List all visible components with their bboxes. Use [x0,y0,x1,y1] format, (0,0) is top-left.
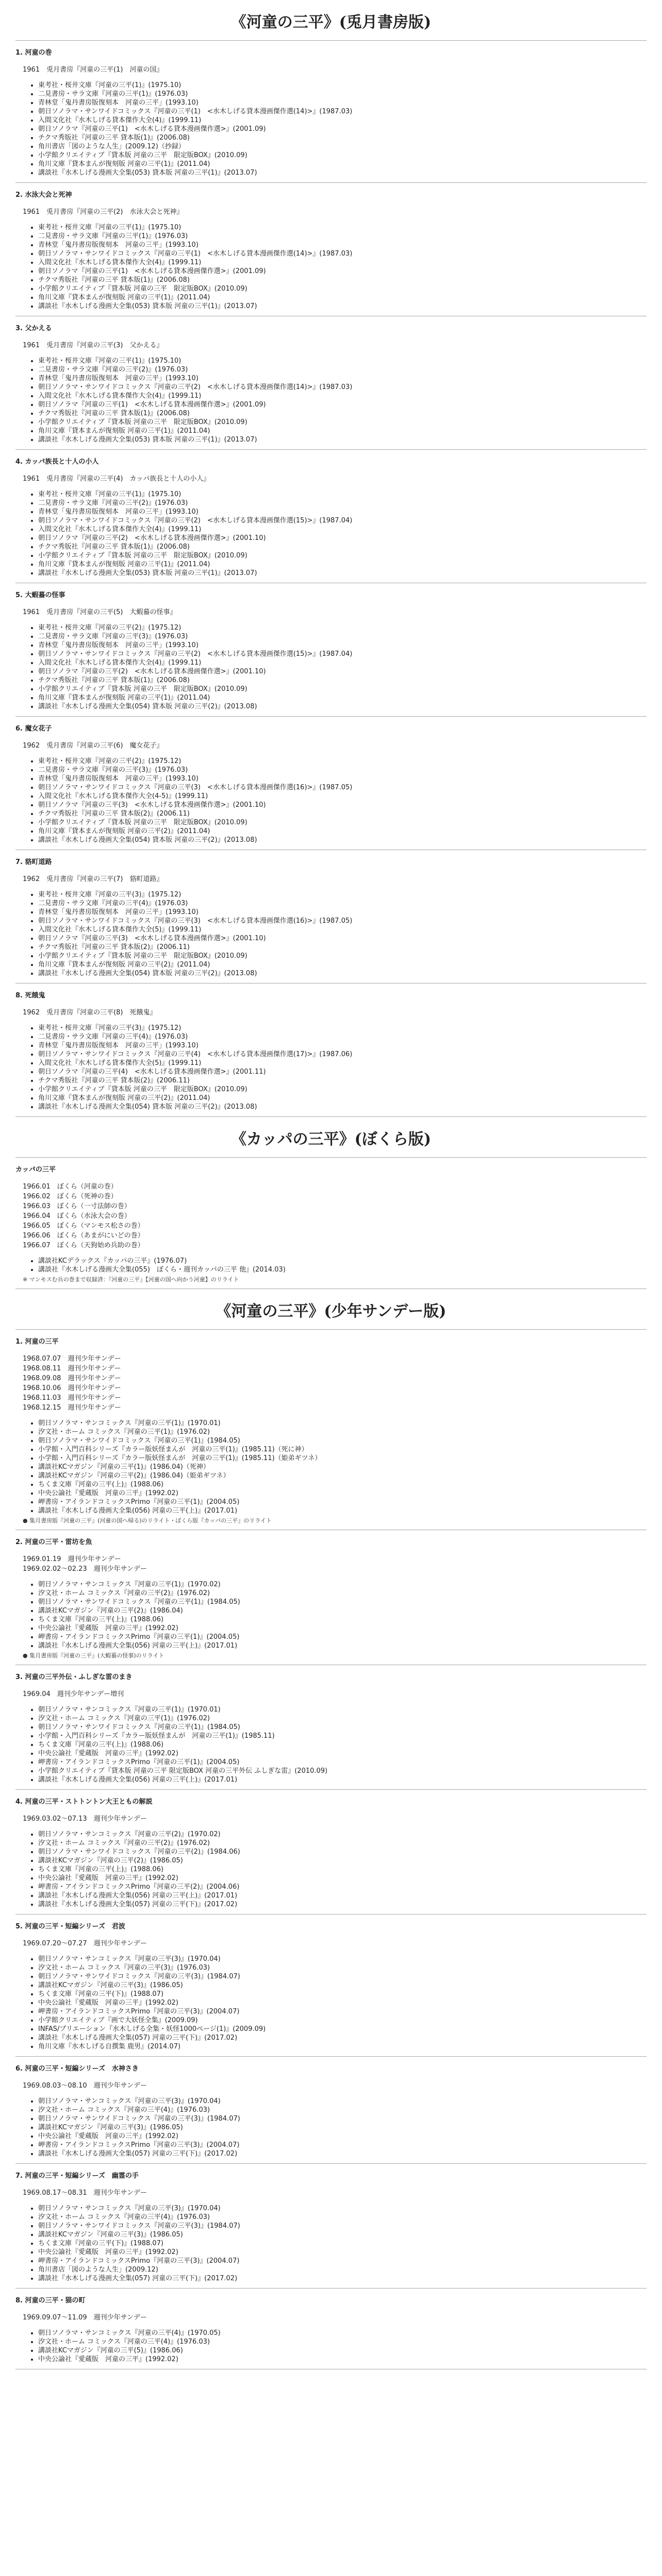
edition-item: • 中央公論社『愛蔵版 河童の三平』(1992.02) [38,2132,647,2141]
edition-item: • 入間文化社『水木しげる貸本傑作大全(4-5)』(1999.11) [38,792,647,801]
work-entry [15,583,647,717]
work-title: 1. 河童の巻 [15,49,52,57]
edition-item: • 青林堂「鬼丹書房版復刻本 河童の三平」(1993.10) [38,908,647,917]
work-entry [15,41,647,183]
edition-item: • 講談社KCマガジン『河童の三平(2)』(1986.04) [38,1606,647,1615]
publication-list [23,2312,647,2321]
edition-item: • ちくま文庫『河童の三平(上)』(1988.06) [38,1865,647,1874]
edition-item: • チクマ秀版社『河童の三平 貸本版(1)』(2006.08) [38,133,647,142]
edition-item: • 角川文庫『水木しげる自撰集 鹿男』(2014.07) [38,2042,647,2051]
edition-item: • 角川文庫『貸本まんが復刻版 河童の三平(2)』(2011.04) [38,827,647,836]
edition-item: • 岬書房・アイランドコミックスPrimo『河童の三平(3)』(2004.07) [38,2257,647,2265]
edition-item: • 岬書房・アイランドコミックスPrimo『河童の三平(1)』(2004.05) [38,1758,647,1767]
edition-list [15,757,647,844]
work-entry [15,183,647,316]
publication-line: 1961 兎月書房『河童の三平(5) 大蝦蟇の怪事』 [23,608,177,616]
publication-line: 1961 兎月書房『河童の三平(3) 父かえる』 [23,342,163,349]
edition-item: • 朝日ソノラマ・サンコミックス『河童の三平(2)』(1970.02) [38,1830,647,1839]
edition-item: • 東考社・桜井文庫『河童の三平(3)』(1975.12) [38,1024,647,1032]
edition-item: • 朝日ソノラマ『河童の三平(4) <水木しげる貸本漫画傑作選>』(2001.11) [38,1067,647,1076]
edition-item: • 小学館クリエイティブ『貸本版 河童の三平 限定版BOX』(2010.09) [38,818,647,827]
edition-item: • 朝日ソノラマ『河童の三平(1) <水木しげる貸本漫画傑作選>』(2001.09) [38,400,647,409]
edition-item: • 岬書房・アイランドコミックスPrimo『河童の三平(3)』(2004.07) [38,2141,647,2149]
edition-item: • 講談社『水木しげる漫画大全集(057) 河童の三平(下)』(2017.02) [38,2033,647,2042]
edition-item: • 朝日ソノラマ・サンコミックス『河童の三平(1)』(1970.02) [38,1580,647,1589]
work-entry [15,2057,647,2164]
publication-line: 1962 兎月書房『河童の三平(6) 魔女花子』 [23,742,163,750]
edition-item: • 入間文化社『水木しげる貸本傑作大全(5)』(1999.11) [38,1059,647,1067]
edition-list [15,223,647,311]
edition-item: • 入間文化社『水木しげる貸本傑作大全(4)』(1999.11) [38,658,647,667]
publication-line: 1966.04 ぼくら（水泳大会の巻） [23,1212,131,1220]
edition-item: • 岬書房・アイランドコミックスPrimo『河童の三平(3)』(2004.07) [38,2007,647,2016]
edition-item: • 朝日ソノラマ・サンコミックス『河童の三平(1)』(1970.01) [38,1419,647,1428]
edition-item: • 朝日ソノラマ・サンワイドコミックス『河童の三平(1) <水木しげる貸本漫画傑作選(14)>』(1987.03) [38,249,647,258]
edition-list [15,1830,647,1909]
work-title: 8. 死餓鬼 [15,992,45,999]
edition-note: ※ マンモスむ兵の巻まで収録済：『河童の三平』【河童の国へ向かう河童】のリライト [23,1276,239,1283]
edition-item: • 汐文社・ホーム コミックス『河童の三平(4)』(1976.03) [38,2213,647,2222]
work-title: 1. 河童の三平 [15,1338,59,1346]
publication-line: 1969.02.02〜02.23 週刊少年サンデー [23,1565,147,1573]
publication-list [23,1813,647,1823]
publication-line: 1966.03 ぼくら（一寸法師の巻） [23,1202,131,1210]
publication-line: 1968.12.15 週刊少年サンデー [23,1404,121,1412]
publication-line: 1969.08.03〜08.10 週刊少年サンデー [23,2082,147,2090]
work-title: 7. 河童の三平・短編シリーズ 幽霊の手 [15,2172,139,2180]
edition-item: • 講談社KCマガジン『河童の三平(3)』(1986.05) [38,2230,647,2239]
edition-item: • 二見書房・サラ文庫『河童の三平(3)』(1976.03) [38,632,647,641]
section-heading: 《河童の三平》(少年サンデー版) [15,1289,647,1330]
publication-list [23,1553,647,1573]
edition-item: • 二見書房・サラ文庫『河童の三平(1)』(1976.03) [38,232,647,241]
edition-item: • 講談社KCマガジン『河童の三平(1)』(1986.04)（死神） [38,1463,647,1471]
edition-item: • INFAS/プリエーション『水木しげる全集・妖怪1000ページ(1)』(2009.09) [38,2025,647,2033]
edition-item: • 岬書房・アイランドコミックスPrimo『河童の三平(2)』(2004.06) [38,1883,647,1891]
work-entry [15,316,647,450]
edition-item: • 小学館クリエイティブ『貸本版 河童の三平 限定版BOX』(2010.09) [38,1085,647,1094]
work-entry [15,1530,647,1665]
publication-line: 1969.01.19 週刊少年サンデー [23,1555,121,1563]
edition-item: • 小学館・入門百科シリーズ『カラー版妖怪まんが 河童の三平(1)』(1985.11)（死に神） [38,1445,647,1454]
edition-item: • 入間文化社『水木しげる貸本傑作大全(4)』(1999.11) [38,525,647,534]
edition-item: • チクマ秀版社『河童の三平 貸本版(1)』(2006.08) [38,276,647,284]
work-entry [15,1790,647,1914]
edition-item: • 二見書房・サラ文庫『河童の三平(2)』(1976.03) [38,365,647,374]
edition-item: • 朝日ソノラマ・サンコミックス『河童の三平(3)』(1970.04) [38,2204,647,2213]
edition-item: • 汐文社・ホーム コミックス『河童の三平(1)』(1976.02) [38,1428,647,1436]
edition-item: • ちくま文庫『河童の三平(下)』(1988.07) [38,2239,647,2248]
edition-list [15,623,647,711]
edition-item: • 朝日ソノラマ・サンワイドコミックス『河童の三平(1)』(1984.05) [38,1436,647,1445]
work-title: 4. カッパ族長と十人の小人 [15,458,99,466]
publication-line: 1961 兎月書房『河童の三平(4) カッパ族長と十人の小人』 [23,475,210,483]
work-title: 6. 河童の三平・短編シリーズ 水神さき [15,2065,139,2073]
edition-item: • 講談社『水木しげる漫画大全集(053) 貸本版 河童の三平(1)』(2013.07) [38,168,647,177]
work-entry [15,1665,647,1790]
edition-item: • チクマ秀版社『河童の三平 貸本版(2)』(2006.11) [38,1076,647,1085]
edition-item: • 講談社『水木しげる漫画大全集(056) 河童の三平(上)』(2017.01) [38,1891,647,1900]
edition-item: • 東考社・桜井文庫『河童の三平(1)』(1975.10) [38,490,647,499]
edition-item: • チクマ秀版社『河童の三平 貸本版(1)』(2006.08) [38,676,647,685]
publication-line: 1969.08.17〜08.31 週刊少年サンデー [23,2189,147,2197]
edition-item: • 講談社『水木しげる漫画大全集(057) 河童の三平(下)』(2017.02) [38,2149,647,2158]
edition-item: • 青林堂「鬼丹書房版復刻本 河童の三平」(1993.10) [38,374,647,383]
edition-item: • 講談社『水木しげる漫画大全集(057) 河童の三平(下)』(2017.02) [38,2274,647,2283]
edition-item: • 岬書房・アイランドコミックスPrimo『河童の三平(1)』(2004.05) [38,1633,647,1641]
edition-item: • 講談社『水木しげる漫画大全集(054) 貸本版 河童の三平(2)』(2013.08) [38,836,647,844]
edition-item: • 講談社『水木しげる漫画大全集(054) 貸本版 河童の三平(2)』(2013.08) [38,702,647,711]
edition-item: • 東考社・桜井文庫『河童の三平(3)』(1975.12) [38,890,647,899]
edition-item: • 汐文社・ホーム コミックス『河童の三平(3)』(1976.03) [38,1963,647,1972]
edition-item: • 汐文社・ホーム コミックス『河童の三平(1)』(1976.02) [38,1714,647,1723]
edition-item: • 角川書店「図のような人生」(2009.12)（抄録） [38,142,647,151]
work-entry [15,2164,647,2289]
publication-line: 1968.11.03 週刊少年サンデー [23,1394,121,1402]
edition-item: • 入間文化社『水木しげる貸本傑作大全(4)』(1999.11) [38,116,647,125]
edition-item: • 講談社KCマガジン『河童の三平(5)』(1986.06) [38,2346,647,2355]
edition-item: • 朝日ソノラマ『河童の三平(2) <水木しげる貸本漫画傑作選>』(2001.10) [38,667,647,676]
edition-item: • 朝日ソノラマ・サンワイドコミックス『河童の三平(3) <水木しげる貸本漫画傑作選(16)>』(1987.05) [38,917,647,925]
edition-item: • ちくま文庫『河童の三平(上)』(1988.06) [38,1480,647,1489]
edition-item: • 朝日ソノラマ・サンワイドコミックス『河童の三平(2) <水木しげる貸本漫画傑作選(15)>』(1987.04) [38,650,647,658]
edition-item: • 青林堂「鬼丹書房版復刻本 河童の三平」(1993.10) [38,507,647,516]
edition-item: • 講談社『水木しげる漫画大全集(053) 貸本版 河童の三平(1)』(2013.07) [38,435,647,444]
edition-item: • 講談社『水木しげる漫画大全集(055) ぼくら・週刊カッパの三平 他』(2014.03) [38,1265,647,1274]
edition-item: • 朝日ソノラマ・サンワイドコミックス『河童の三平(3)』(1984.07) [38,2222,647,2230]
edition-item: • 講談社『水木しげる漫画大全集(054) 貸本版 河童の三平(2)』(2013.08) [38,1103,647,1111]
work-entry [15,2289,647,2369]
edition-item: • 朝日ソノラマ『河童の三平(3) <水木しげる貸本漫画傑作選>』(2001.10) [38,934,647,943]
edition-item: • 小学館クリエイティブ『貸本版 河童の三平 限定版BOX』(2010.09) [38,418,647,427]
edition-item: • 角川文庫『貸本まんが復刻版 河童の三平(1)』(2011.04) [38,560,647,569]
edition-item: • 二見書房・サラ文庫『河童の三平(1)』(1976.03) [38,90,647,98]
publication-line: 1968.10.06 週刊少年サンデー [23,1384,121,1392]
edition-item: • 朝日ソノラマ・サンコミックス『河童の三平(3)』(1970.04) [38,1955,647,1963]
edition-item: • 東考社・桜井文庫『河童の三平(2)』(1975.12) [38,623,647,632]
edition-item: • 講談社『水木しげる漫画大全集(057) 河童の三平(下)』(2017.02) [38,1900,647,1909]
publication-line: 1968.07.07 週刊少年サンデー [23,1355,121,1363]
section-heading: 《河童の三平》(兎月書房版) [15,0,647,41]
section-heading: 《カッパの三平》(ぼくら版) [15,1117,647,1158]
edition-item: • 小学館クリエイティブ『貸本版 河童の三平 限定版BOX』(2010.09) [38,551,647,560]
edition-item: • 角川文庫『貸本まんが復刻版 河童の三平(1)』(2011.04) [38,427,647,435]
edition-item: • 青林堂「鬼丹書房版復刻本 河童の三平」(1993.10) [38,98,647,107]
edition-item: • ちくま文庫『河童の三平(上)』(1988.06) [38,1615,647,1624]
edition-item: • チクマ秀版社『河童の三平 貸本版(2)』(2006.11) [38,943,647,952]
edition-item: • 朝日ソノラマ・サンワイドコミックス『河童の三平(1) <水木しげる貸本漫画傑作選(14)>』(1987.03) [38,107,647,116]
work-entry [15,450,647,583]
work-title: 3. 河童の三平外伝・ふしぎな雷のまき [15,1673,133,1681]
publication-line: 1961 兎月書房『河童の三平(2) 水泳大会と死神』 [23,208,184,216]
edition-item: • 小学館クリエイティブ『画で大妖怪全集』(2009.09) [38,2016,647,2025]
edition-item: • ちくま文庫『河童の三平(上)』(1988.06) [38,1740,647,1749]
edition-item: • 朝日ソノラマ・サンワイドコミックス『河童の三平(1)』(1984.05) [38,1598,647,1606]
edition-item: • 朝日ソノラマ・サンワイドコミックス『河童の三平(3) <水木しげる貸本漫画傑作選(16)>』(1987.05) [38,783,647,792]
publication-line: 1962 兎月書房『河童の三平(7) 貉町道路』 [23,875,163,883]
edition-item: • 朝日ソノラマ『河童の三平(3) <水木しげる貸本漫画傑作選>』(2001.10) [38,801,647,809]
edition-item: • 朝日ソノラマ・サンコミックス『河童の三平(3)』(1970.04) [38,2097,647,2106]
edition-item: • 東考社・桜井文庫『河童の三平(1)』(1975.10) [38,223,647,232]
edition-item: • 小学館・入門百科シリーズ『カラー版妖怪まんが 河童の三平(1)』(1985.11) [38,1732,647,1740]
edition-list [15,81,647,177]
edition-list [15,1955,647,2051]
work-title: 3. 父かえる [15,325,52,332]
edition-item: • 入間文化社『水木しげる貸本傑作大全(4)』(1999.11) [38,392,647,400]
edition-item: • 講談社KCマガジン『河童の三平(2)』(1986.05) [38,1856,647,1865]
publication-line: 1968.09.08 週刊少年サンデー [23,1375,121,1382]
edition-item: • 講談社KCデラックス『カッパの三平』(1976.07) [38,1257,647,1265]
publication-line: 1968.08.11 週刊少年サンデー [23,1365,121,1372]
publication-list [23,2187,647,2197]
edition-item: • チクマ秀版社『河童の三平 貸本版(1)』(2006.08) [38,543,647,551]
edition-item: • 小学館クリエイティブ『貸本版 河童の三平 限定版BOX』(2010.09) [38,151,647,160]
edition-item: • 東考社・桜井文庫『河童の三平(1)』(1975.10) [38,81,647,90]
edition-item: • 東考社・桜井文庫『河童の三平(1)』(1975.10) [38,357,647,365]
publication-line: 1962 兎月書房『河童の三平(8) 死餓鬼』 [23,1009,157,1016]
edition-item: • 朝日ソノラマ・サンコミックス『河童の三平(1)』(1970.01) [38,1705,647,1714]
edition-item: • 朝日ソノラマ・サンワイドコミックス『河童の三平(1)』(1984.05) [38,1723,647,1732]
edition-item: • 二見書房・サラ文庫『河童の三平(4)』(1976.03) [38,1032,647,1041]
edition-item: • 中央公論社『愛蔵版 河童の三平』(1992.02) [38,1874,647,1883]
edition-item: • 中央公論社『愛蔵版 河童の三平』(1992.02) [38,1749,647,1758]
edition-item: • 朝日ソノラマ・サンワイドコミックス『河童の三平(2)』(1984.06) [38,1848,647,1856]
edition-list [15,2097,647,2158]
edition-item: • 角川文庫『貸本まんが復刻版 河童の三平(2)』(2011.04) [38,960,647,969]
edition-item: • 講談社『水木しげる漫画大全集(053) 貸本版 河童の三平(1)』(2013.07) [38,302,647,311]
edition-item: • 中央公論社『愛蔵版 河童の三平』(1992.02) [38,1998,647,2007]
edition-item: • 中央公論社『愛蔵版 河童の三平』(1992.02) [38,2248,647,2257]
edition-item: • 朝日ソノラマ・サンワイドコミックス『河童の三平(2) <水木しげる貸本漫画傑作選(14)>』(1987.03) [38,383,647,392]
edition-item: • 講談社KCマガジン『河童の三平(3)』(1986.05) [38,1981,647,1990]
edition-item: • 講談社『水木しげる漫画大全集(056) 河童の三平(上)』(2017.01) [38,1641,647,1650]
edition-item: • 講談社KCマガジン『河童の三平(3)』(1986.05) [38,2123,647,2132]
edition-list [15,490,647,578]
edition-list [15,1705,647,1784]
edition-item: • 小学館クリエイティブ『貸本版 河童の三平 限定版BOX 河童の三平外伝 ふしぎな雷』(2010.09) [38,1767,647,1775]
edition-list [15,1024,647,1111]
edition-item: • 講談社KCマガジン『河童の三平(2)』(1986.04)（姫弟ギツネ） [38,1471,647,1480]
work-entry [15,984,647,1117]
work-title: 6. 魔女花子 [15,725,52,733]
edition-item: • 講談社『水木しげる漫画大全集(054) 貸本版 河童の三平(2)』(2013.08) [38,969,647,978]
edition-item: • 小学館クリエイティブ『貸本版 河童の三平 限定版BOX』(2010.09) [38,952,647,960]
work-title: 5. 大蝦蟇の怪事 [15,591,65,599]
publication-line: 1969.07.20〜07.27 週刊少年サンデー [23,1940,147,1947]
publication-line: 1969.04 週刊少年サンデー増刊 [23,1690,124,1698]
publication-line: 1966.01 ぼくら（河童の巻） [23,1183,118,1191]
work-title: 7. 貉町道路 [15,858,52,866]
publication-line: 1961 兎月書房『河童の三平(1) 河童の国』 [23,66,163,74]
edition-item: • 中央公論社『愛蔵版 河童の三平』(1992.02) [38,1489,647,1498]
edition-item: • 角川文庫『貸本まんが復刻版 河童の三平(2)』(2011.04) [38,1094,647,1103]
publication-list [23,1938,647,1947]
edition-item: • 青林堂「鬼丹書房版復刻本 河童の三平」(1993.10) [38,1041,647,1050]
edition-item: • 朝日ソノラマ『河童の三平(1) <水木しげる貸本漫画傑作選>』(2001.09) [38,267,647,276]
edition-item: • 小学館クリエイティブ『貸本版 河童の三平 限定版BOX』(2010.09) [38,685,647,693]
edition-item: • 入間文化社『水木しげる貸本傑作大全(5)』(1999.11) [38,925,647,934]
edition-item: • 汐文社・ホーム コミックス『河童の三平(2)』(1976.02) [38,1839,647,1848]
edition-note: ● 集月書房版『河童の三平』(大蝦蟇の怪事)のリライト [23,1652,164,1659]
publication-line: 1969.03.02〜07.13 週刊少年サンデー [23,1815,147,1823]
edition-item: • 角川文庫『貸本まんが復刻版 河童の三平(1)』(2011.04) [38,693,647,702]
work-entry [15,1914,647,2057]
edition-item: • チクマ秀版社『河童の三平 貸本版(1)』(2006.08) [38,409,647,418]
edition-list [15,1419,647,1515]
edition-item: • ちくま文庫『河童の三平(下)』(1988.07) [38,1990,647,1998]
edition-item: • 汐文社・ホーム コミックス『河童の三平(4)』(1976.03) [38,2106,647,2114]
edition-list [15,1580,647,1650]
publication-list [23,1353,647,1412]
edition-list [15,890,647,978]
edition-list [15,2204,647,2283]
edition-item: • 岬書房・アイランドコミックスPrimo『河童の三平(1)』(2004.05) [38,1498,647,1506]
edition-item: • 角川文庫『貸本まんが復刻版 河童の三平(1)』(2011.04) [38,160,647,168]
work-entry [15,717,647,850]
publication-line: 1966.05 ぼくら（マンモス松さの巻） [23,1222,144,1230]
edition-item: • 青林堂「鬼丹書房版復刻本 河童の三平」(1993.10) [38,641,647,650]
work-title: 5. 河童の三平・短編シリーズ 君波 [15,1923,125,1930]
edition-item: • 朝日ソノラマ・サンワイドコミックス『河童の三平(3)』(1984.07) [38,2114,647,2123]
edition-item: • 朝日ソノラマ・サンワイドコミックス『河童の三平(2) <水木しげる貸本漫画傑作選(15)>』(1987.04) [38,516,647,525]
edition-item: • 講談社『水木しげる漫画大全集(056) 河童の三平(上)』(2017.01) [38,1775,647,1784]
work-title: 2. 水泳大会と死神 [15,191,72,199]
work-title: カッパの三平 [15,1166,56,1174]
edition-item: • 講談社『水木しげる漫画大全集(053) 貸本版 河童の三平(1)』(2013.07) [38,569,647,578]
edition-item: • 東考社・桜井文庫『河童の三平(2)』(1975.12) [38,757,647,766]
work-title: 2. 河童の三平・雷坊を魚 [15,1538,92,1546]
edition-item: • 朝日ソノラマ・サンコミックス『河童の三平(4)』(1970.05) [38,2329,647,2337]
edition-list [15,2329,647,2364]
edition-item: • 入間文化社『水木しげる貸本傑作大全(4)』(1999.11) [38,258,647,267]
publication-list [23,2080,647,2090]
edition-item: • 角川文庫『貸本まんが復刻版 河童の三平(1)』(2011.04) [38,293,647,302]
edition-item: • 角川書店「図のような人生」(2009.12) [38,2265,647,2274]
edition-item: • 朝日ソノラマ『河童の三平(1) <水木しげる貸本漫画傑作選>』(2001.09) [38,125,647,133]
edition-item: • 二見書房・サラ文庫『河童の三平(2)』(1976.03) [38,499,647,507]
work-entry [15,1158,647,1289]
work-entry [15,1330,647,1530]
publication-line: 1969.09.07〜11.09 週刊少年サンデー [23,2314,147,2321]
edition-item: • 青林堂「鬼丹書房版復刻本 河童の三平」(1993.10) [38,774,647,783]
publication-line: 1966.06 ぼくら（あまがにいどの巻） [23,1232,144,1240]
edition-item: • 汐文社・ホーム コミックス『河童の三平(2)』(1976.02) [38,1589,647,1598]
edition-item: • 朝日ソノラマ・サンワイドコミックス『河童の三平(3)』(1984.07) [38,1972,647,1981]
publication-list [23,1181,647,1249]
edition-item: • 二見書房・サラ文庫『河童の三平(4)』(1976.03) [38,899,647,908]
edition-item: • 朝日ソノラマ『河童の三平(2) <水木しげる貸本漫画傑作選>』(2001.10) [38,534,647,543]
edition-list [15,357,647,444]
work-entry [15,850,647,984]
edition-item: • 青林堂「鬼丹書房版復刻本 河童の三平」(1993.10) [38,241,647,249]
edition-item: • 小学館・入門百科シリーズ『カラー版妖怪まんが 河童の三平(1)』(1985.11)（姫弟ギツネ） [38,1454,647,1463]
edition-item: • 小学館クリエイティブ『貸本版 河童の三平 限定版BOX』(2010.09) [38,284,647,293]
publication-line: 1966.07 ぼくら（天狗始め兵助の巻） [23,1242,144,1249]
work-title: 8. 河童の三平・猫の町 [15,2297,86,2304]
edition-list [15,1257,647,1274]
edition-item: • 中央公論社『愛蔵版 河童の三平』(1992.02) [38,2355,647,2364]
edition-item: • 二見書房・サラ文庫『河童の三平(3)』(1976.03) [38,766,647,774]
edition-item: • チクマ秀版社『河童の三平 貸本版(2)』(2006.11) [38,809,647,818]
publication-line: 1966.02 ぼくら（死神の巻） [23,1193,118,1200]
edition-item: • 中央公論社『愛蔵版 河童の三平』(1992.02) [38,1624,647,1633]
work-title: 4. 河童の三平・ストトントン大王ともの解説 [15,1798,153,1806]
edition-item: • 朝日ソノラマ・サンワイドコミックス『河童の三平(4) <水木しげる貸本漫画傑作選(17)>』(1987.06) [38,1050,647,1059]
publication-list [23,1688,647,1698]
edition-item: • 講談社『水木しげる漫画大全集(056) 河童の三平(上)』(2017.01) [38,1506,647,1515]
edition-note: ● 集月書房版『河童の三平』(河童の国へ帰る)のリライト・ぼくら版『カッパの三平』のリライト [23,1517,272,1524]
edition-item: • 汐文社・ホーム コミックス『河童の三平(4)』(1976.03) [38,2337,647,2346]
